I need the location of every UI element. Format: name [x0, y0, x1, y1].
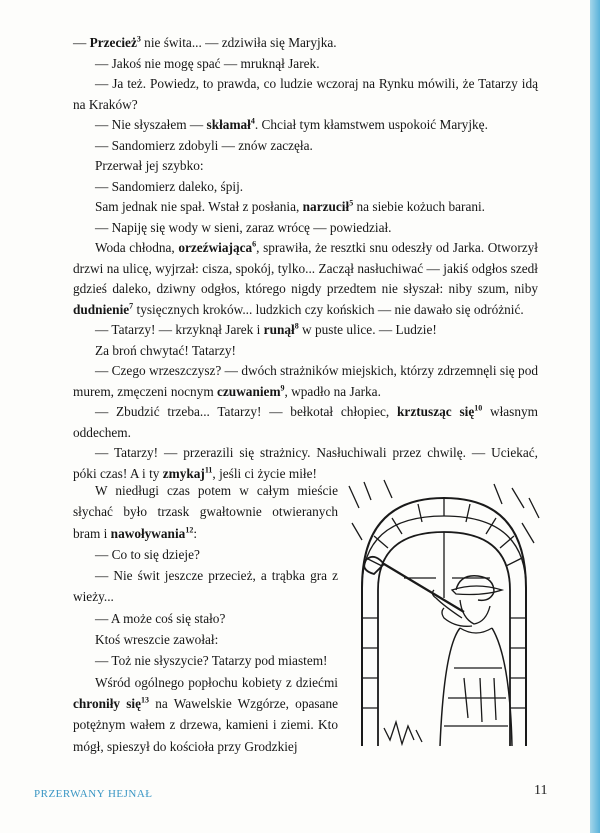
footnote-marker: 7: [129, 301, 134, 311]
glossary-term: narzucił: [302, 199, 350, 214]
page-number: 11: [534, 783, 548, 798]
paragraph: [73, 197, 538, 218]
glossary-term: Przecież: [89, 35, 137, 50]
paragraph-text: — Napiję się wody w sieni, zaraz wrócę — powiedział.: [95, 219, 392, 235]
paragraph: [73, 33, 538, 54]
glossary-term: chroniły się: [73, 695, 142, 711]
paragraph-text: — Zbudzić trzeba... Tatarzy! — bełkotał chłopiec,: [95, 404, 398, 419]
paragraph-text: W niedługi czas potem w całym mieście słychać było trzask gwałtownie otwieranych bram i: [73, 483, 338, 541]
glossary-term: czuwaniem: [217, 383, 281, 399]
paragraph-text: w puste ulice. — Ludzie!: [298, 322, 437, 337]
paragraph: [73, 402, 538, 443]
paragraph-text: , wpadło na Jarka.: [284, 383, 381, 399]
paragraph-text: :: [193, 525, 198, 541]
paragraph-text: Sam jednak nie spał. Wstał z posłania,: [95, 199, 303, 214]
paragraph: [73, 74, 538, 115]
paragraph-text: — Co to się dzieje?: [95, 546, 200, 562]
paragraph: [73, 115, 538, 136]
paragraph: [73, 177, 538, 198]
paragraph: [73, 218, 538, 239]
paragraph: [73, 54, 538, 75]
glossary-term: nawoływania: [110, 525, 186, 541]
paragraph-text: , sprawiła, że resztki snu odeszły od Jarka. Otworzył drzwi na ulicę, wyjrzał: cisza, spokój, tylko... Zaczął nasłuchiwać — jakiś odgłos szedł gdzieś daleko, dziwny odgłos, którego nigdy przedtem nie słyszał: niby szum, niby: [73, 240, 538, 296]
glossary-term: dudnienie: [73, 301, 130, 317]
paragraph-text: — Tatarzy! — krzyknął Jarek i: [95, 322, 264, 337]
paragraph: [73, 608, 338, 629]
paragraph: [73, 480, 338, 544]
footnote-marker: 13: [141, 695, 150, 705]
paragraph: [73, 156, 538, 177]
paragraph-text: na Wawelskie Wzgórze, opasane potężnym wałem z drzewa, kamieni i ziemi. Kto mógł, spieszył do kościoła przy Grodzkiej: [73, 695, 338, 754]
paragraph: [73, 341, 538, 362]
paragraph-text: Za broń chwytać! Tatarzy!: [95, 342, 236, 358]
paragraph-text: , jeśli ci życie miłe!: [212, 465, 317, 481]
glossary-term: orzeźwiająca: [178, 240, 253, 255]
glossary-term: skłamał: [206, 117, 251, 132]
footnote-marker: 3: [136, 34, 141, 44]
paragraph: [73, 565, 338, 608]
footnote-marker: 8: [294, 321, 299, 331]
paragraph: [73, 136, 538, 157]
story-text-wrapped: [73, 480, 338, 757]
paragraph-text: nie świta... — zdziwiła się Maryjka.: [140, 35, 337, 50]
paragraph-text: na siebie kożuch barani.: [353, 199, 486, 214]
paragraph-text: Wśród ogólnego popłochu kobiety z dziećmi: [95, 674, 338, 690]
story-text: [73, 33, 538, 484]
trumpeter-illustration: [344, 478, 542, 746]
footer-book-title: PRZERWANY HEJNAŁ: [34, 788, 153, 800]
footnote-marker: 12: [185, 525, 194, 535]
paragraph: [73, 629, 338, 650]
paragraph-text: — Ja też. Powiedz, to prawda, co ludzie wczoraj na Rynku mówili, że Tatarzy idą na Kraków?: [73, 76, 538, 112]
paragraph-text: . Chciał tym kłamstwem uspokoić Maryjkę.: [254, 117, 488, 132]
footnote-marker: 9: [280, 383, 285, 393]
footnote-marker: 4: [250, 116, 255, 126]
paragraph-text: — Nie świt jeszcze przecież, a trąbka gra z wieży...: [73, 568, 338, 605]
paragraph-text: Woda chłodna,: [95, 240, 179, 255]
paragraph: [73, 320, 538, 341]
glossary-term: krztusząc się: [397, 404, 475, 419]
paragraph-text: — Nie słyszałem —: [95, 117, 207, 132]
paragraph-text: własnym oddechem.: [73, 404, 538, 440]
paragraph-text: Przerwał jej szybko:: [95, 158, 204, 173]
glossary-term: runął: [263, 322, 295, 337]
footnote-marker: 11: [204, 465, 213, 475]
footnote-marker: 10: [474, 403, 483, 413]
paragraph: [73, 361, 538, 402]
glossary-term: zmykaj: [162, 465, 205, 481]
paragraph-text: — Czego wrzeszczysz? — dwóch strażników miejskich, którzy zdrzemnęli się pod murem, zmęczeni nocnym: [73, 363, 538, 399]
paragraph: [73, 650, 338, 671]
paragraph-text: — Tatarzy! — przerazili się strażnicy. Nasłuchiwali przez chwilę. — Uciekać, póki czas! A i ty: [73, 445, 538, 481]
paragraph-text: — Jakoś nie mogę spać — mruknął Jarek.: [95, 55, 320, 71]
paragraph-text: — A może coś się stało?: [95, 610, 226, 626]
paragraph-text: Ktoś wreszcie zawołał:: [95, 632, 219, 648]
paragraph-text: — Toż nie słyszycie? Tatarzy pod miastem!: [95, 653, 328, 669]
footnote-marker: 5: [349, 198, 354, 208]
paragraph-text: — Sandomierz daleko, śpij.: [95, 178, 244, 194]
paragraph-text: —: [73, 35, 90, 50]
paragraph: [73, 672, 338, 757]
paragraph: [73, 238, 538, 320]
paragraph-text: — Sandomierz zdobyli — znów zaczęła.: [95, 137, 313, 153]
paragraph-text: tysięcznych kroków... ludzkich czy końskich — nie dawało się odróżnić.: [133, 301, 524, 317]
page-edge-color-strip: [590, 0, 600, 833]
paragraph: [73, 544, 338, 565]
footnote-marker: 6: [252, 239, 257, 249]
